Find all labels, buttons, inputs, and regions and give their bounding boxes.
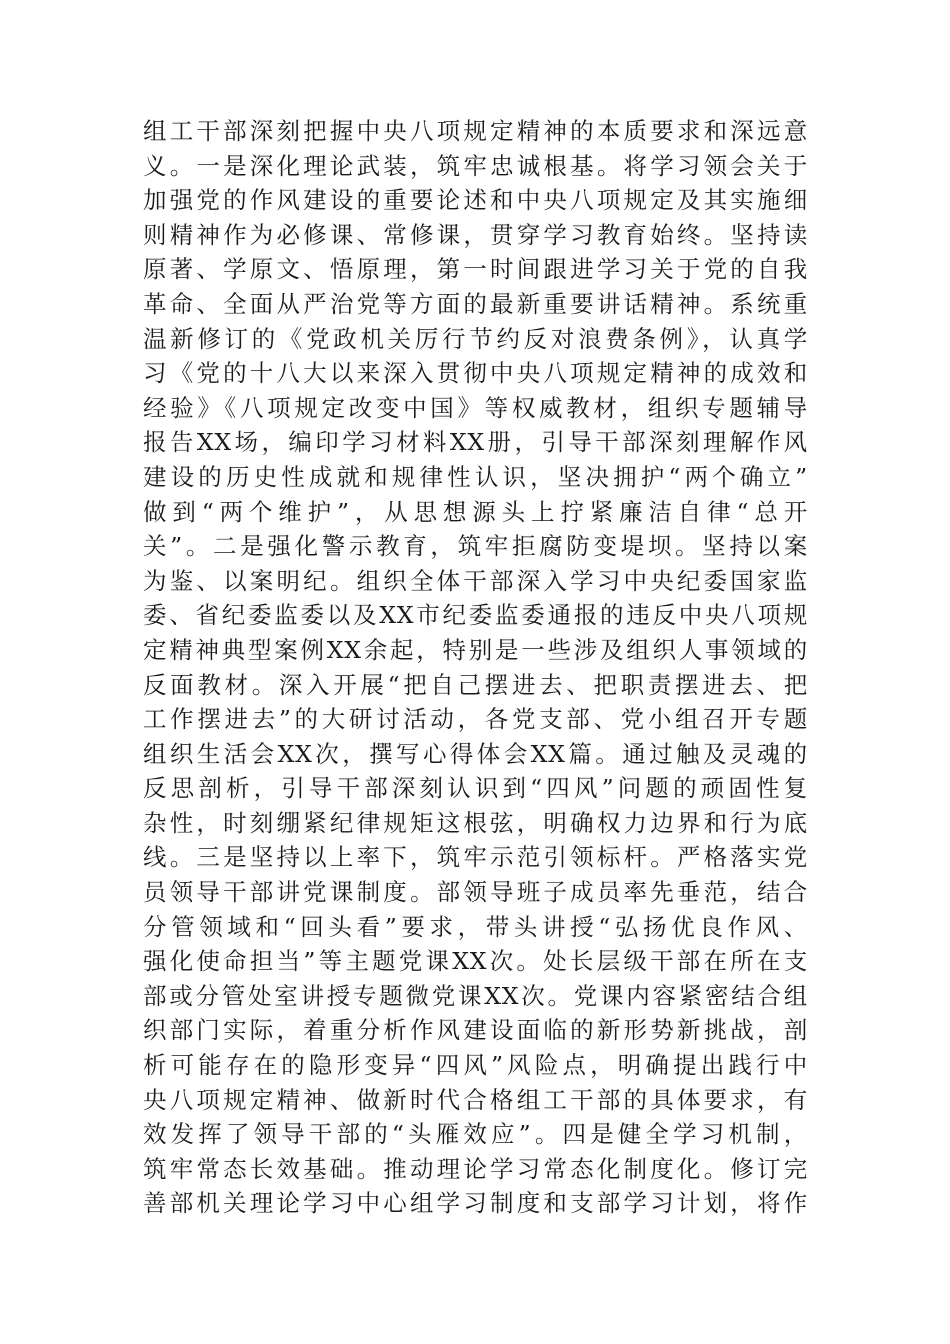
text-line: 组工干部深刻把握中央八项规定精神的本质要求和深远意 [143, 117, 808, 145]
text-line: 工作摆进去”的大研讨活动，各党支部、党小组召开专题 [143, 705, 808, 734]
text-line: 反面教材。深入开展“把自己摆进去、把职责摆进去、把 [143, 670, 808, 699]
text-line: 线。三是坚持以上率下，筑牢示范引领标杆。严格落实党 [143, 843, 808, 872]
text-line: 筑牢常态长效基础。推动理论学习常态化制度化。修订完 [143, 1154, 808, 1183]
body-paragraph [143, 114, 808, 1221]
text-line: 强化使命担当”等主题党课XX次。处长层级干部在所在支 [143, 947, 808, 976]
text-line: 则精神作为必修课、常修课，贯穿学习教育始终。坚持读 [143, 220, 808, 249]
text-line: 央八项规定精神、做新时代合格组工干部的具体要求，有 [143, 1085, 808, 1114]
text-line: 组织生活会XX次，撰写心得体会XX篇。通过触及灵魂的 [143, 739, 808, 768]
text-line: 委、省纪委监委以及XX市纪委监委通报的违反中央八项规 [143, 601, 808, 630]
text-line: 原著、学原文、悟原理，第一时间跟进学习关于党的自我 [143, 255, 808, 284]
text-line: 织部门实际，着重分析作风建设面临的新形势新挑战，剖 [143, 1016, 808, 1045]
text-line: 分管领域和“回头看”要求，带头讲授“弘扬优良作风、 [143, 912, 808, 941]
text-line: 报告XX场，编印学习材料XX册，引导干部深刻理解作风 [143, 428, 808, 457]
text-line: 反思剖析，引导干部深刻认识到“四风”问题的顽固性复 [143, 774, 808, 803]
text-line: 杂性，时刻绷紧纪律规矩这根弦，明确权力边界和行为底 [143, 808, 808, 837]
text-line: 做到“两个维护”，从思想源头上拧紧廉洁自律“总开 [143, 497, 808, 526]
text-line: 加强党的作风建设的重要论述和中央八项规定及其实施细 [143, 186, 808, 215]
text-line: 善部机关理论学习中心组学习制度和支部学习计划，将作 [143, 1189, 808, 1218]
text-line: 革命、全面从严治党等方面的最新重要讲话精神。系统重 [143, 289, 808, 318]
text-line: 员领导干部讲党课制度。部领导班子成员率先垂范，结合 [143, 878, 808, 907]
text-line: 温新修订的《党政机关厉行节约反对浪费条例》，认真学 [143, 324, 808, 353]
text-line: 为鉴、以案明纪。组织全体干部深入学习中央纪委国家监 [143, 566, 808, 595]
text-line: 效发挥了领导干部的“头雁效应”。四是健全学习机制， [143, 1120, 808, 1149]
text-line: 建设的历史性成就和规律性认识，坚决拥护“两个确立” [143, 462, 808, 491]
text-line: 析可能存在的隐形变异“四风”风险点，明确提出践行中 [143, 1051, 808, 1080]
text-line: 定精神典型案例XX余起，特别是一些涉及组织人事领域的 [143, 635, 808, 664]
text-line: 习《党的十八大以来深入贯彻中央八项规定精神的成效和 [143, 359, 808, 388]
text-line: 关”。二是强化警示教育，筑牢拒腐防变堤坝。坚持以案 [143, 532, 808, 561]
text-line: 经验》《八项规定改变中国》等权威教材，组织专题辅导 [143, 393, 808, 422]
text-line: 义。一是深化理论武装，筑牢忠诚根基。将学习领会关于 [143, 151, 808, 180]
text-line: 部或分管处室讲授专题微党课XX次。党课内容紧密结合组 [143, 981, 808, 1010]
